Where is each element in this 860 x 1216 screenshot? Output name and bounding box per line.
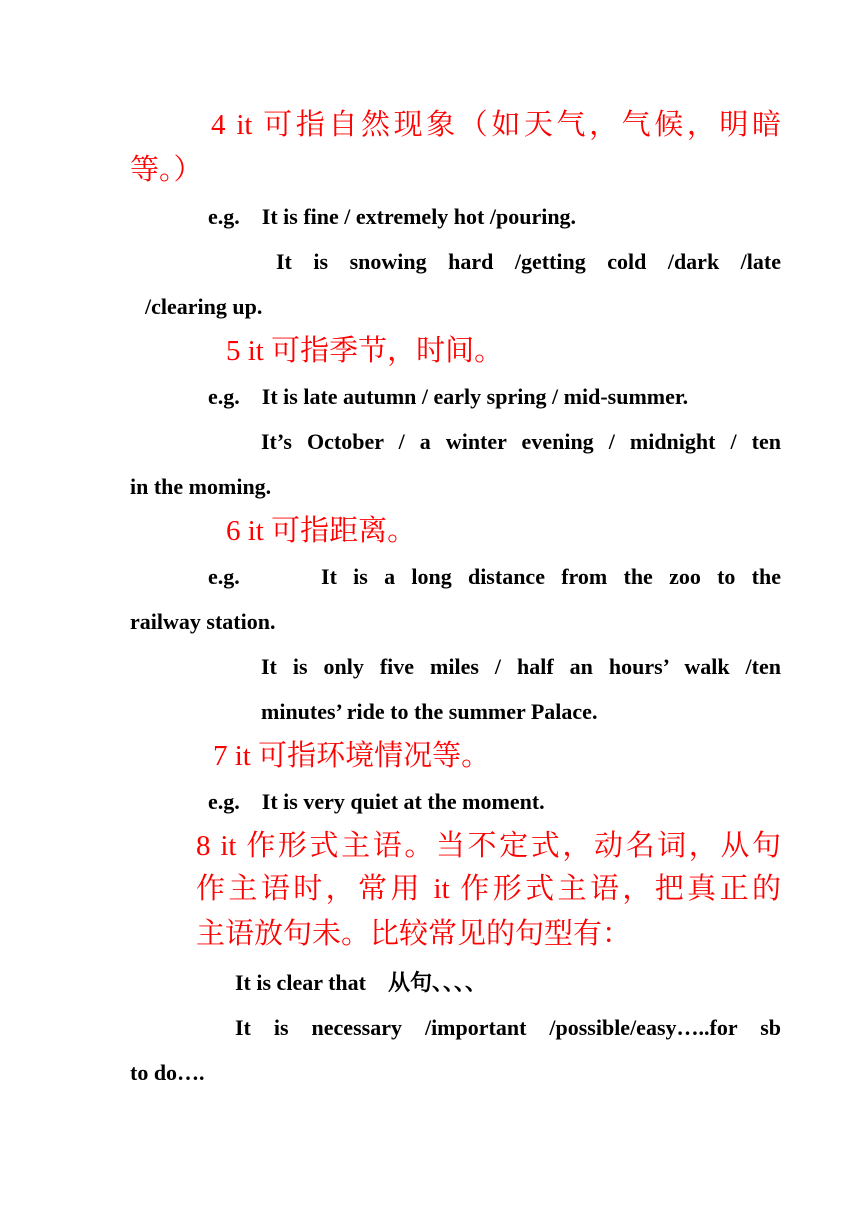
section-7-heading: 7 it 可指环境情况等。	[213, 740, 491, 772]
section-5-example-3: in the moming.	[130, 474, 272, 499]
section-4-example-3: /clearing up.	[145, 294, 263, 319]
section-6-example-1: e.g. It is a long distance from the zoo to the	[208, 564, 781, 589]
section-6-example-3: It is only five miles / half an hours’ walk /ten	[261, 654, 781, 679]
section-6-example-4: minutes’ ride to the summer Palace.	[261, 699, 598, 724]
section-4-heading-line-1: 4 it 可指自然现象（如天气，气候，明暗	[211, 109, 781, 141]
section-8-example-1: It is clear that 从句、、、、	[235, 970, 487, 995]
section-8-example-2: It is necessary /important /possible/easy…..for sb	[235, 1015, 781, 1040]
section-4-example-2: It is snowing hard /getting cold /dark /late	[276, 249, 781, 274]
section-6-example-2: railway station.	[130, 609, 276, 634]
section-8-example-3: to do….	[130, 1060, 205, 1085]
section-8-heading-line-3: 主语放句未。比较常见的句型有：	[196, 918, 632, 950]
section-6-heading: 6 it 可指距离。	[226, 515, 417, 547]
section-5-example-2: It’s October / a winter evening / midnight / ten	[261, 429, 781, 454]
section-4-example-1: e.g. It is fine / extremely hot /pouring.	[208, 204, 577, 229]
section-5-example-1: e.g. It is late autumn / early spring / mid-summer.	[208, 384, 689, 409]
section-4-heading-line-2: 等。）	[130, 154, 203, 186]
section-5-heading: 5 it 可指季节，时间。	[226, 335, 504, 367]
section-8-heading-line-1: 8 it 作形式主语。当不定式，动名词，从句	[196, 830, 781, 862]
section-7-example-1: e.g. It is very quiet at the moment.	[208, 789, 545, 814]
section-8-heading-line-2: 作主语时，常用 it 作形式主语，把真正的	[196, 873, 781, 905]
